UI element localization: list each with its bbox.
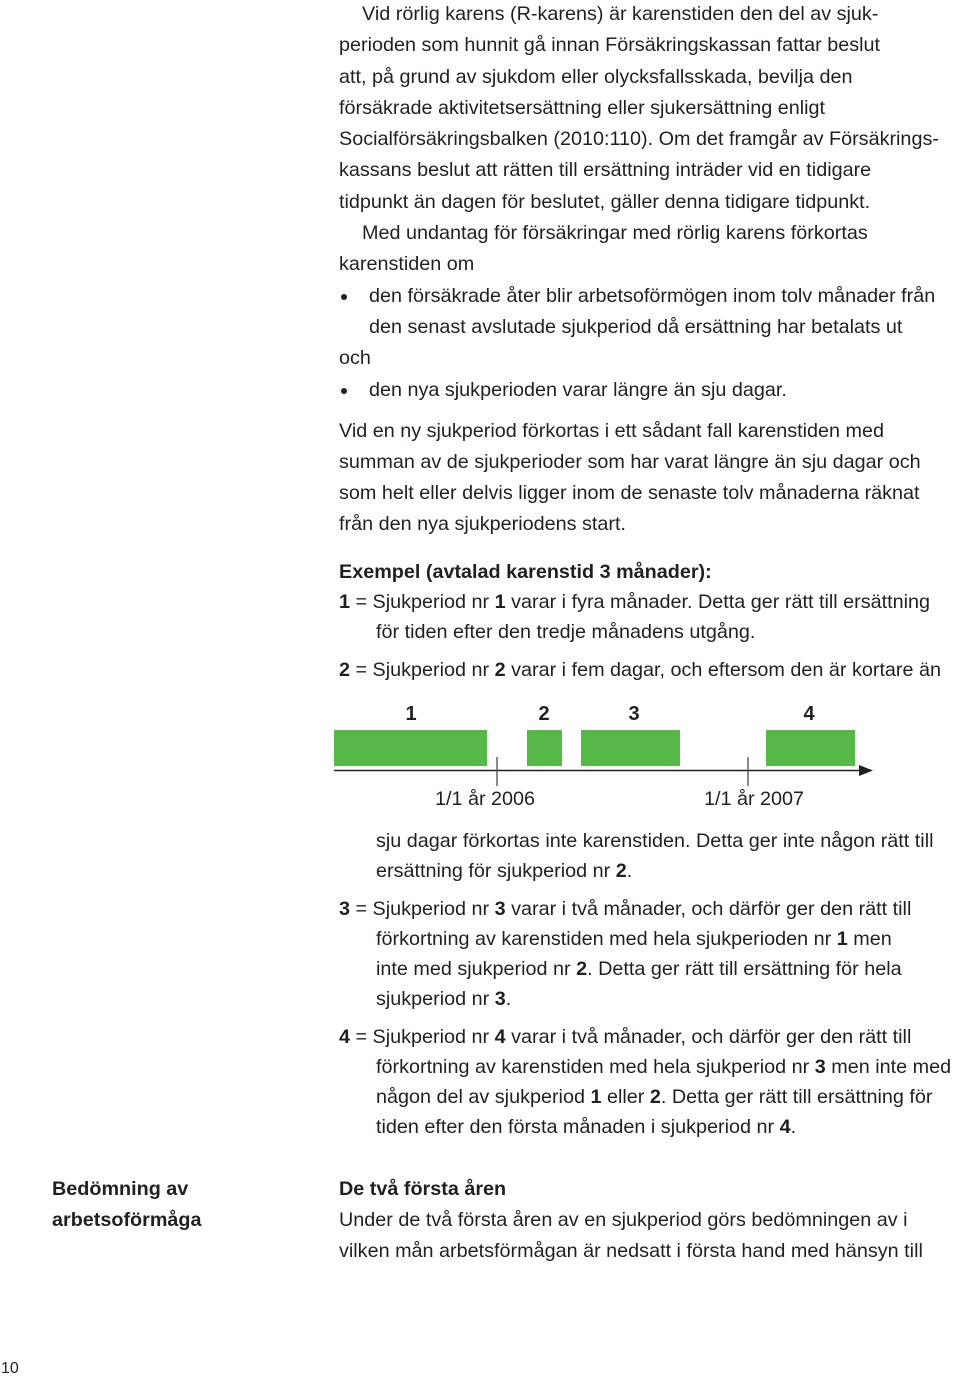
- text-line: den nya sjukperioden varar längre än sju dagar.: [369, 378, 787, 401]
- text-line: [339, 826, 933, 856]
- bullet-icon: [341, 294, 347, 300]
- assessment-heading: De två första åren: [339, 1177, 507, 1200]
- text-line: Vid en ny sjukperiod förkortas i ett sådant fall karenstiden med: [339, 419, 885, 442]
- period-bar-2: [527, 730, 562, 766]
- text-run: .: [505, 988, 512, 1010]
- period-number: 2: [494, 659, 506, 681]
- axis-arrow-icon: [859, 765, 873, 776]
- assessment-paragraph: [339, 1205, 923, 1268]
- date-label-2006: 1/1 år 2006: [434, 788, 536, 810]
- period-number: 3: [814, 1056, 826, 1078]
- text-line: [339, 984, 511, 1014]
- example-item-1: [339, 587, 930, 647]
- period-number: 3: [494, 988, 506, 1010]
- period-number: 1: [590, 1086, 602, 1108]
- text-run: för tiden efter den tredje månadens utgång.: [376, 621, 756, 643]
- period-number: 2: [576, 958, 588, 980]
- period-number: 1: [494, 591, 506, 613]
- text-line: [339, 1022, 911, 1052]
- text-line: Vid rörlig karens (R-karens) är karenstiden den del av sjuk-: [362, 3, 879, 25]
- summation-paragraph: [339, 416, 921, 541]
- period-label-1: 1: [405, 703, 417, 725]
- text-run: sju dagar förkortas inte karenstiden. Detta ger inte någon rätt till: [376, 830, 934, 852]
- period-number: 1: [339, 591, 351, 613]
- period-label-3: 3: [628, 703, 640, 725]
- bullet-icon: [341, 388, 347, 394]
- text-run: inte med sjukperiod nr: [376, 958, 577, 980]
- text-line: vilken mån arbetsförmågan är nedsatt i första hand med hänsyn till: [339, 1240, 923, 1263]
- example-item-2: [339, 655, 941, 685]
- text-line: att, på grund av sjukdom eller olycksfallsskada, bevilja den: [339, 65, 853, 88]
- text-line: Under de två första åren av en sjukperiod görs bedömningen av i: [339, 1208, 908, 1231]
- intro-paragraph: [339, 0, 939, 218]
- text-line: [339, 617, 755, 647]
- shortening-paragraph: [339, 218, 939, 281]
- text-run: varar i två månader, och därför ger den rätt till: [505, 1026, 912, 1048]
- period-label-4: 4: [803, 703, 815, 725]
- text-run: varar i två månader, och därför ger den rätt till: [505, 898, 912, 920]
- text-run: = Sjukperiod nr: [350, 659, 495, 681]
- side-heading-assessment: [52, 1174, 202, 1237]
- example-heading: Exempel (avtalad karenstid 3 månader):: [339, 561, 712, 583]
- period-number: 2: [649, 1086, 661, 1108]
- text-line: karenstiden om: [339, 253, 475, 276]
- text-line: kassans beslut att rätten till ersättning inträder vid en tidigare: [339, 159, 872, 182]
- text-run: = Sjukperiod nr: [350, 898, 495, 920]
- text-run: .: [626, 860, 633, 882]
- text-line: den försäkrade åter blir arbetsoförmögen inom tolv månader från: [369, 284, 936, 307]
- text-line: försäkrade aktivitetsersättning eller sjukersättning enligt: [339, 96, 825, 119]
- page-number: 10: [1, 1360, 19, 1377]
- text-run: men inte med: [825, 1056, 952, 1078]
- period-number: 4: [339, 1026, 351, 1048]
- text-run: . Detta ger rätt till ersättning för: [660, 1086, 933, 1108]
- example-heading-block: [339, 557, 712, 587]
- period-number: 4: [779, 1116, 791, 1138]
- date-label-2007: 1/1 år 2007: [703, 788, 805, 810]
- text-line: [339, 1082, 932, 1112]
- text-run: varar i fem dagar, och eftersom den är kortare än: [505, 659, 942, 681]
- assessment-section: [339, 1174, 923, 1268]
- text-line: Med undantag för försäkringar med rörlig karens förkortas: [362, 222, 868, 245]
- example-item-2-continued: [339, 826, 933, 886]
- example-item-4: [339, 1022, 951, 1142]
- text-line: arbetsoförmåga: [52, 1208, 202, 1231]
- text-run: någon del av sjukperiod: [376, 1086, 591, 1108]
- period-bar-4: [766, 730, 855, 766]
- karens-section: [339, 0, 939, 406]
- period-label-2: 2: [538, 703, 550, 725]
- bullet-text: [369, 375, 939, 406]
- period-bars: [334, 730, 855, 766]
- text-line: perioden som hunnit gå innan Försäkringskassan fattar beslut: [339, 34, 880, 57]
- text-run: . Detta ger rätt till ersättning för hela: [587, 958, 902, 980]
- bullet-text: [369, 281, 939, 344]
- text-line: [339, 655, 941, 685]
- text-line: [339, 1112, 796, 1142]
- text-run: = Sjukperiod nr: [350, 1026, 495, 1048]
- text-line: tidpunkt än dagen för beslutet, gäller denna tidigare tidpunkt.: [339, 190, 871, 213]
- text-run: varar i fyra månader. Detta ger rätt till ersättning: [505, 591, 931, 613]
- text-line: [339, 894, 911, 924]
- text-run: eller: [601, 1086, 650, 1108]
- period-bar-1: [334, 730, 487, 766]
- text-run: tiden efter den första månaden i sjukperiod nr: [376, 1116, 780, 1138]
- text-line: den senast avslutade sjukperiod då ersättning har betalats ut: [369, 315, 903, 338]
- example-item-3: [339, 894, 911, 1014]
- conjunction-text: och: [339, 347, 371, 370]
- text-run: sjukperiod nr: [376, 988, 495, 1010]
- text-line: [339, 587, 930, 617]
- period-number: 2: [615, 860, 627, 882]
- text-line: från den nya sjukperiodens start.: [339, 513, 626, 536]
- text-line: [339, 954, 902, 984]
- text-run: förkortning av karenstiden med hela sjukperioden nr: [376, 928, 837, 950]
- text-run: ersättning för sjukperiod nr: [376, 860, 616, 882]
- period-number: 3: [494, 898, 506, 920]
- text-line: som helt eller delvis ligger inom de senaste tolv månaderna räknat: [339, 482, 920, 505]
- period-number: 1: [836, 928, 848, 950]
- timeline-diagram: [0, 685, 960, 826]
- text-line: [339, 856, 632, 886]
- text-line: summan av de sjukperioder som har varat längre än sju dagar och: [339, 450, 921, 473]
- text-run: = Sjukperiod nr: [350, 591, 495, 613]
- period-number: 3: [339, 898, 351, 920]
- text-run: .: [790, 1116, 797, 1138]
- period-number: 4: [494, 1026, 506, 1048]
- bullet-item: [339, 281, 939, 344]
- text-line: [339, 924, 892, 954]
- period-number: 2: [339, 659, 351, 681]
- text-line: Bedömning av: [52, 1177, 189, 1200]
- text-line: Socialförsäkringsbalken (2010:110). Om det framgår av Försäkrings-: [339, 128, 939, 151]
- text-line: [339, 1052, 951, 1082]
- period-bar-3: [581, 730, 680, 766]
- period-labels: [405, 703, 815, 725]
- bullet-item: [339, 375, 939, 406]
- text-run: förkortning av karenstiden med hela sjukperiod nr: [376, 1056, 815, 1078]
- text-run: men: [847, 928, 892, 950]
